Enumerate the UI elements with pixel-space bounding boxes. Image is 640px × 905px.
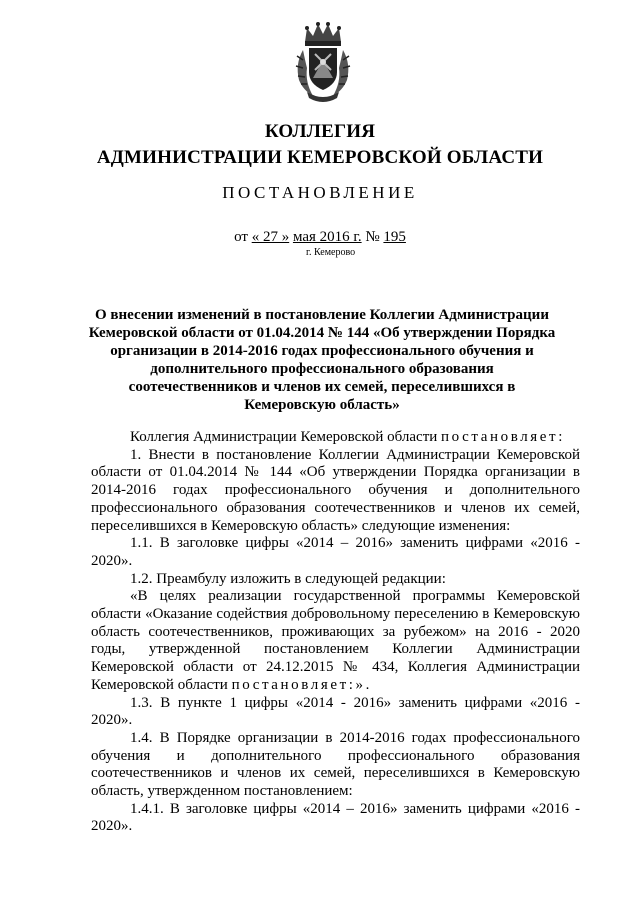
organization-name-line2: АДМИНИСТРАЦИИ КЕМЕРОВСКОЙ ОБЛАСТИ (96, 147, 544, 168)
intro-text: Коллегия Администрации Кемеровской области (130, 429, 438, 445)
document-title: О внесении изменений в постановление Коллегии Администрации Кемеровской области от 01.04.2014 № 144 «Об утверждении Порядка организации в 2014-2016 годах профессионального обучения и дополнительного профессионального образования соотечественников и членов их семей, переселившихся в Кемеровскую область» (88, 307, 556, 413)
quote-text: «В целях реализации государственной программы Кемеровской области «Оказание содействия добровольному переселению в Кемеровскую область соотечественников, проживающих за рубежом» на 2016 - 2020 годы, утвержденной постановлением Коллегии Администрации Кемеровской области от 24.12.2015 № 434, Коллегия Администрации Кемеровской области (91, 588, 580, 693)
date-day: « 27 » (251, 229, 290, 245)
date-month-year: мая 2016 г. (292, 229, 362, 245)
date-number-line (0, 229, 640, 246)
intro-paragraph (91, 429, 580, 447)
number-sign: № (365, 229, 380, 245)
paragraph-1-2-quote (91, 588, 580, 694)
city-label: г. Кемерово (306, 247, 356, 258)
document-number: 195 (383, 229, 406, 245)
organization-name-line1: КОЛЛЕГИЯ (264, 121, 376, 142)
paragraph-1-4: 1.4. В Порядке организации в 2014-2016 годах профессионального обучения и дополнительного профессионального образования соотечественников и членов их семей, переселившихся в Кемеровскую область, утвержденном постановлением: (91, 729, 580, 800)
paragraph-1-3: 1.3. В пункте 1 цифры «2014 - 2016» заменить цифрами «2016 - 2020». (91, 694, 580, 729)
coat-of-arms-emblem (293, 20, 353, 102)
document-type: ПОСТАНОВЛЕНИЕ (222, 183, 418, 202)
quote-decree-word: постановляет:». (231, 676, 372, 693)
date-prefix: от (234, 229, 248, 245)
document-body (91, 429, 580, 836)
paragraph-1-1: 1.1. В заголовке цифры «2014 – 2016» заменить цифрами «2016 - 2020». (91, 535, 580, 569)
paragraph-1: 1. Внести в постановление Коллегии Администрации Кемеровской области от 01.04.2014 № 144 «Об утверждении Порядка организации в 2014-2016 годах профессионального обучения и дополнительного профессионального образования соотечественников и членов их семей, переселившихся в Кемеровскую область» следующие изменения: (91, 446, 580, 534)
intro-decree-word: постановляет: (441, 429, 565, 445)
paragraph-1-4-1: 1.4.1. В заголовке цифры «2014 – 2016» заменить цифрами «2016 - 2020». (91, 800, 580, 835)
paragraph-1-2: 1.2. Преамбулу изложить в следующей редакции: (130, 570, 446, 587)
